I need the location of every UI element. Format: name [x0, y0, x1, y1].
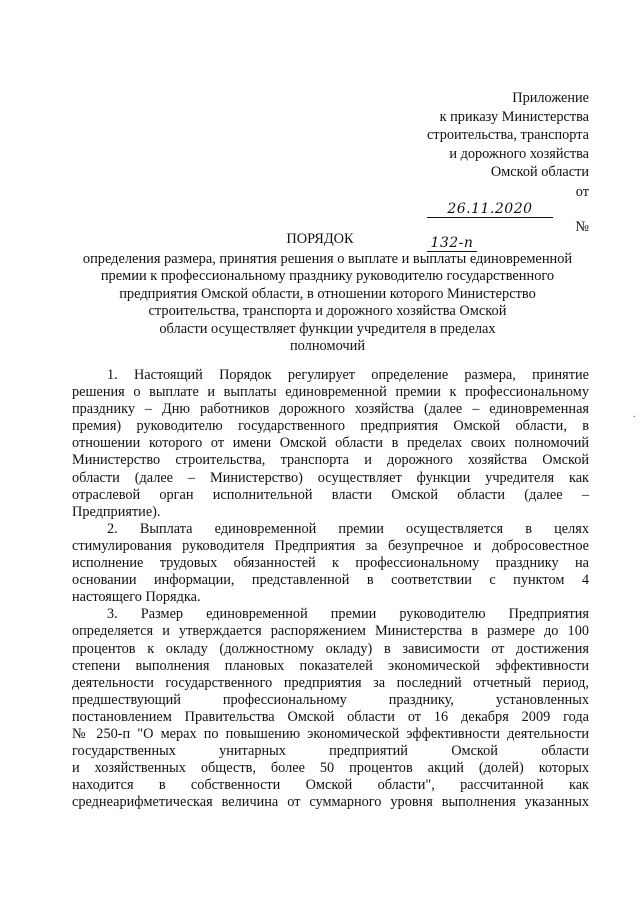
- text-line: премия) руководителю государственного предприятия Омской области, в: [72, 418, 589, 435]
- subtitle-line: предприятия Омской области, в отношении которого Министерство: [119, 285, 536, 302]
- text-line: празднику – Дню работников дорожного хозяйства (далее – единовременная: [72, 401, 589, 418]
- handwritten-number: 132-п: [427, 236, 477, 252]
- text-line: основании информации, представленной в соответствии с пунктом 4: [72, 572, 589, 589]
- approval-line: к приказу Министерства: [439, 108, 589, 125]
- margin-mark: ·: [632, 412, 636, 423]
- approval-line: строительства, транспорта: [426, 127, 589, 144]
- text-line: и хозяйственных обществ, более 50 процентов акций (долей) которых: [72, 760, 589, 777]
- text-line: находится в собственности Омской области", рассчитанной как: [72, 777, 589, 794]
- document-title: ПОРЯДОК: [286, 231, 354, 247]
- text-line: процентов к окладу (должностному окладу) в зависимости от достижения: [72, 640, 589, 657]
- subtitle-line: строительства, транспорта и дорожного хозяйства Омской: [148, 303, 507, 320]
- text-line: Министерство строительства, транспорта и дорожного хозяйства Омской: [72, 452, 589, 469]
- text-line: отраслевой орган исполнительной власти Омской области (далее –: [72, 486, 589, 503]
- date-prefix: от: [575, 183, 589, 200]
- text-line: 2. Выплата единовременной премии осуществляется в целях: [107, 520, 589, 537]
- text-line: постановлением Правительства Омской области от 16 декабря 2009 года: [72, 708, 589, 725]
- paragraph-2: [72, 521, 589, 606]
- text-line: области (далее – Министерство) осуществляет функции учредителя как: [72, 469, 589, 486]
- text-line: государственных унитарных предприятий Омской области: [72, 743, 589, 760]
- text-line: деятельности государственного предприятия за последний отчетный период,: [72, 674, 589, 691]
- text-line: настоящего Порядка.: [72, 589, 201, 606]
- text-line: исполнение трудовых обязанностей к профессиональному празднику на: [72, 555, 589, 572]
- text-line: отношении которого от имени Омской области в пределах своих полномочий: [72, 435, 589, 452]
- text-line: решения о выплате и выплаты единовременной премии к профессиональному: [72, 384, 589, 401]
- text-line: среднеарифметическая величина от суммарного уровня выполнения указанных: [72, 794, 589, 811]
- handwritten-date: 26.11.2020: [427, 202, 553, 218]
- approval-line: и дорожного хозяйства: [449, 145, 589, 162]
- paragraph-1: [72, 367, 589, 521]
- text-line: предшествующий профессиональному празднику, установленных: [72, 691, 589, 708]
- subtitle-line: премии к профессиональному празднику руководителю государственного: [100, 268, 555, 285]
- text-line: 1. Настоящий Порядок регулирует определение размера, принятие: [107, 367, 589, 383]
- approval-line: Омской области: [490, 164, 589, 181]
- paragraph-3: [72, 606, 589, 811]
- subtitle-line: области осуществляет функции учредителя в пределах: [159, 320, 496, 337]
- document-body: [72, 367, 589, 811]
- approval-block: [427, 89, 589, 252]
- text-line: № 250-п "О мерах по повышению экономической эффективности деятельности: [72, 725, 589, 742]
- text-line: Предприятие).: [72, 503, 161, 520]
- subtitle-line: полномочий: [289, 338, 366, 355]
- subtitle-line: определения размера, принятия решения о выплате и выплаты единовременной: [82, 251, 573, 267]
- text-line: степени выполнения плановых показателей экономической эффективности: [72, 657, 589, 674]
- document-subtitle: [70, 251, 585, 355]
- text-line: стимулирования руководителя Предприятия за безупречное и добросовестное: [72, 537, 589, 554]
- number-prefix: №: [575, 218, 589, 235]
- text-line: 3. Размер единовременной премии руководителю Предприятия: [107, 606, 589, 623]
- approval-line: Приложение: [512, 90, 589, 106]
- text-line: определяется и утверждается распоряжением Министерства в размере до 100: [72, 623, 589, 640]
